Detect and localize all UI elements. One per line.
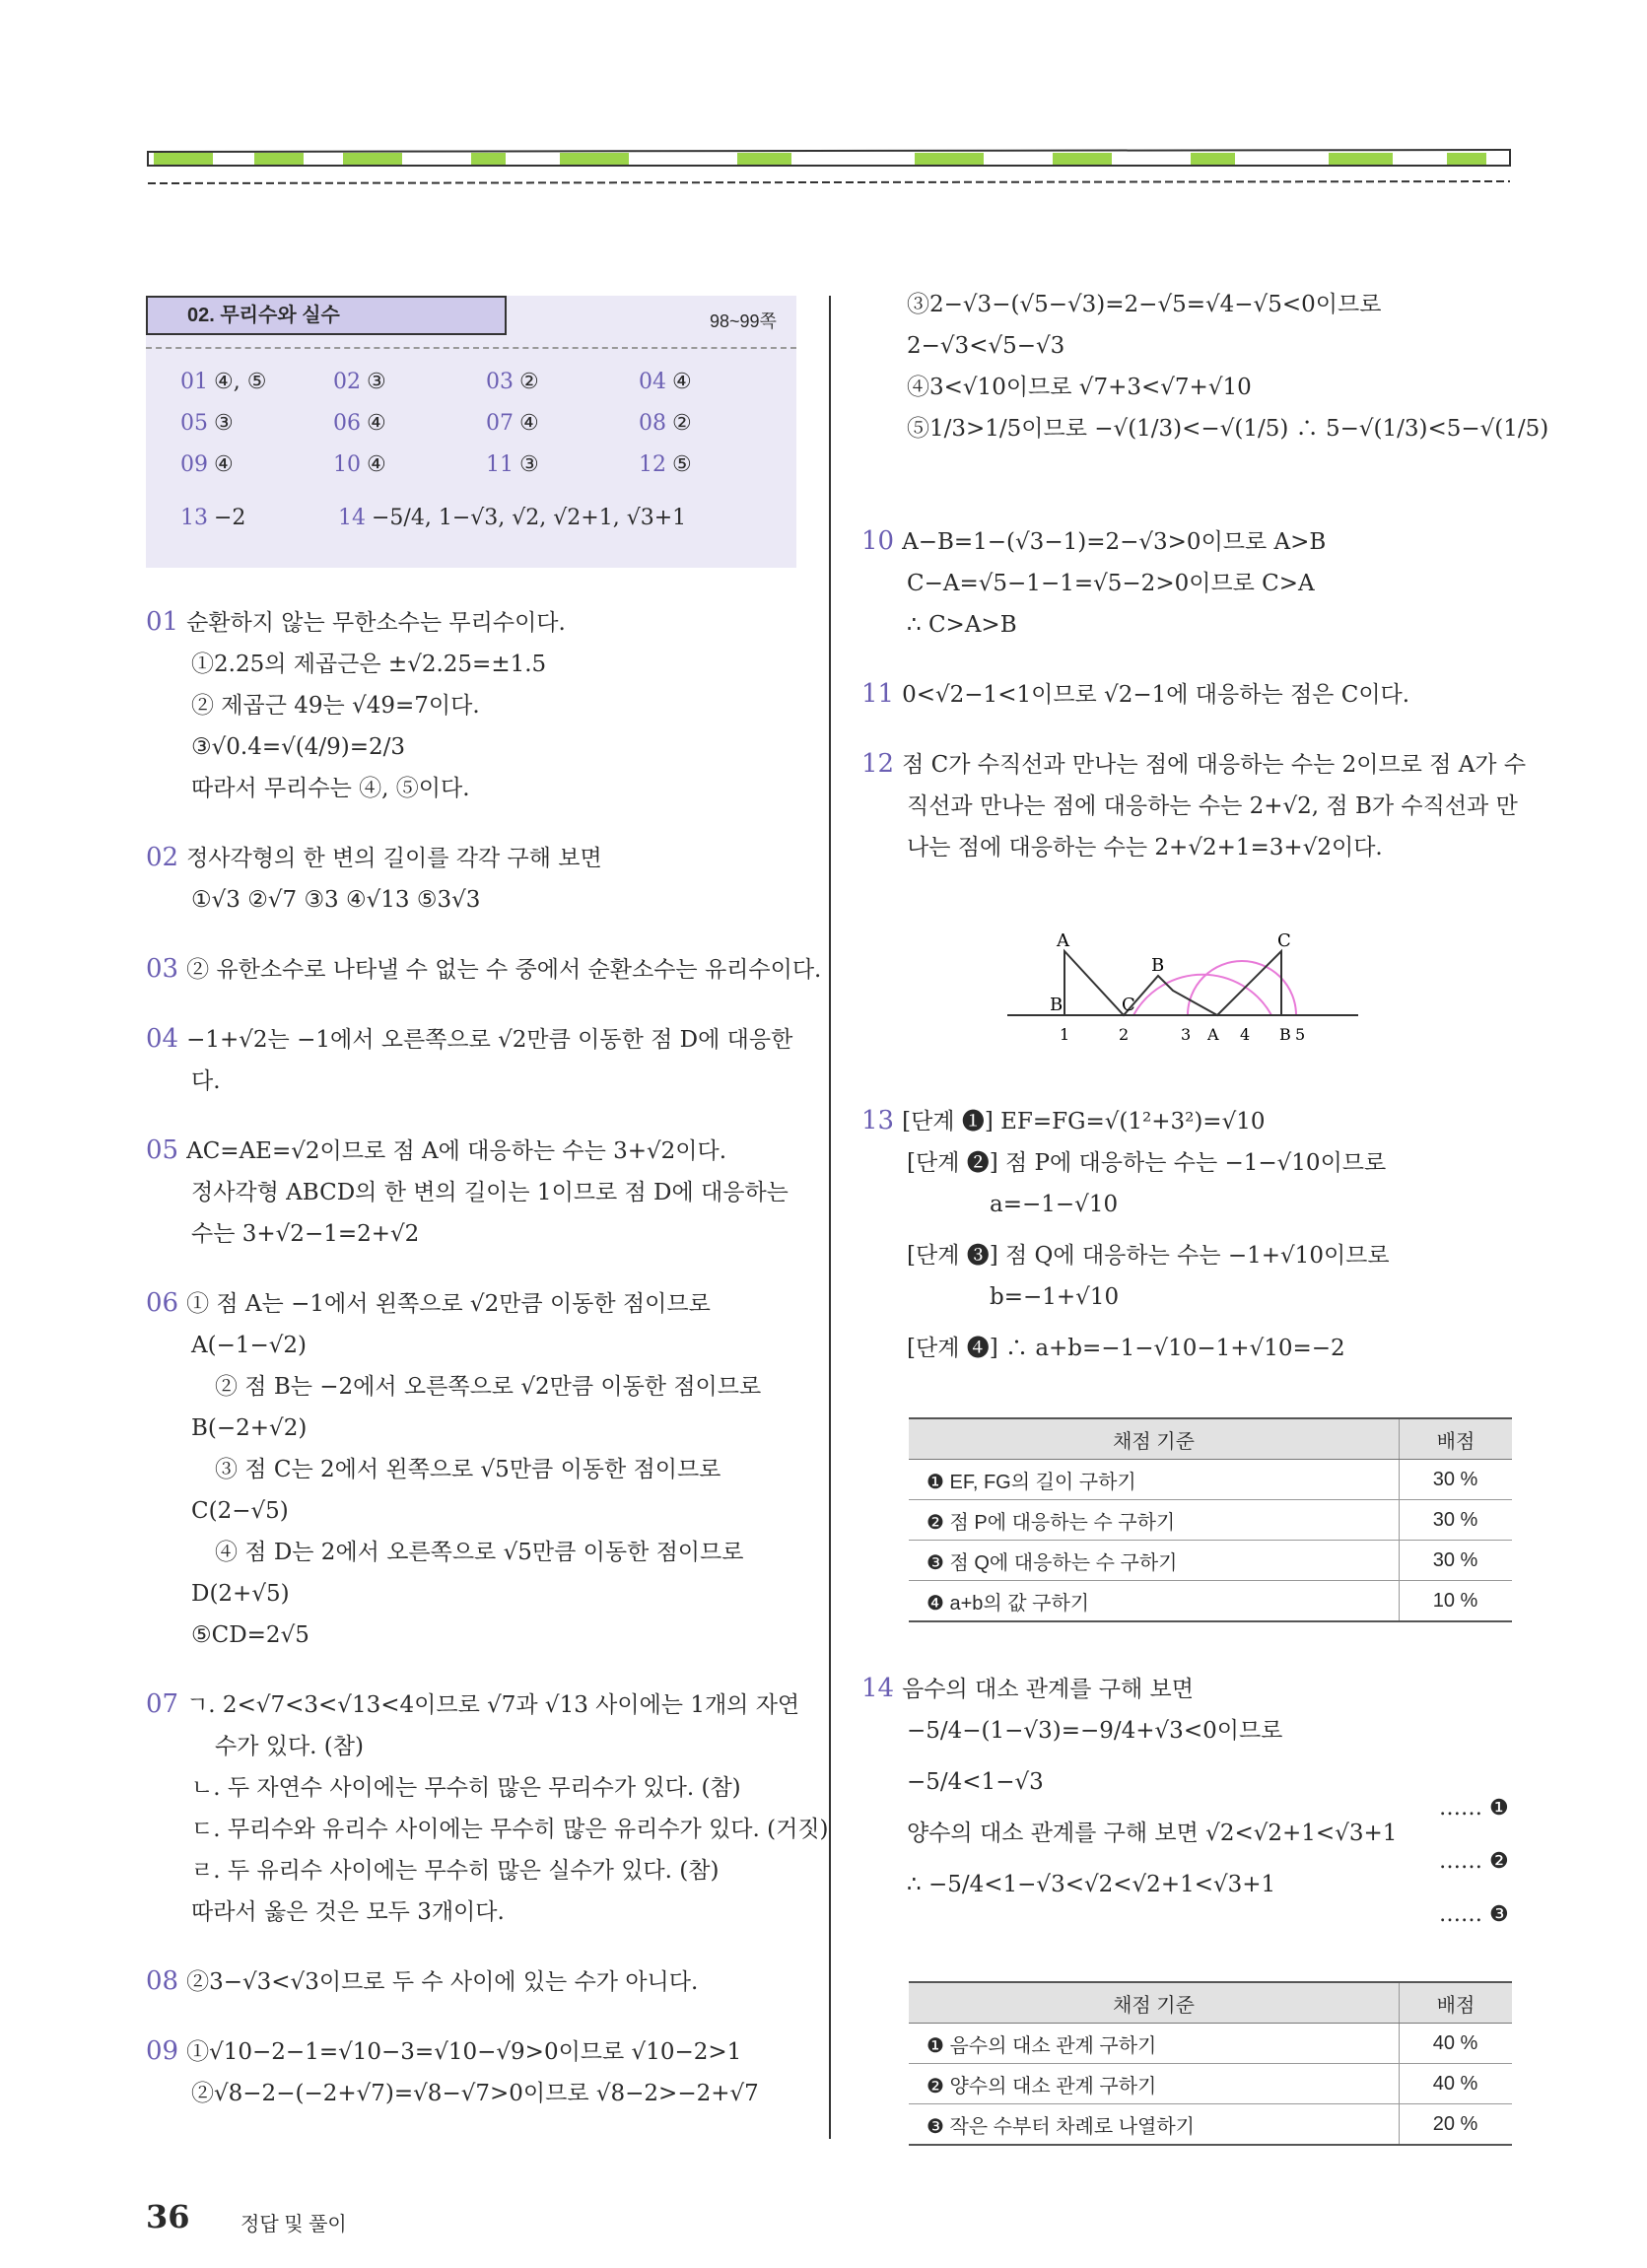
problem-number: 02 <box>146 843 179 872</box>
answer-cell: 12 ⑤ <box>639 451 692 477</box>
solution-line: 09 ①√10−2−1=√10−3=√10−√9>0이므로 √10−2>1 <box>146 2036 742 2066</box>
solution-line: b=−1+√10 <box>990 1284 1120 1310</box>
table-row: ❹ a+b의 값 구하기 10 % <box>909 1581 1512 1622</box>
problem-number: 06 <box>146 1288 179 1318</box>
solution-line: ④3<√10이므로 √7+3<√7+√10 <box>907 375 1252 400</box>
solution-line: 07 ㄱ. 2<√7<3<√13<4이므로 √7과 √13 사이에는 1개의 자연 <box>146 1689 800 1719</box>
solution-08 <box>146 1960 816 2003</box>
solution-11 <box>861 673 1512 716</box>
solution-line: 06 ① 점 A는 −1에서 왼쪽으로 √2만큼 이동한 점이므로 <box>146 1288 711 1318</box>
tick-4: 4 <box>1240 1025 1251 1044</box>
solution-line: ∴ −5/4<1−√3<√2<√2+1<√3+1 <box>907 1872 1276 1897</box>
problem-number: 01 <box>146 607 179 637</box>
marker-2: …… ❷ <box>1439 1849 1509 1874</box>
number-line-diagram <box>1005 917 1360 1045</box>
table-row: ❶ 음수의 대소 관계 구하기 40 % <box>909 2024 1512 2064</box>
problem-number: 12 <box>861 749 895 779</box>
solution-line: ㄴ. 두 자연수 사이에는 무수히 많은 무리수가 있다. (참) <box>191 1775 741 1801</box>
score-table-13 <box>909 1417 1512 1622</box>
problem-number: 13 <box>861 1106 895 1135</box>
answer-cell: 07 ④ <box>486 410 539 436</box>
page-number: 36 <box>146 2198 190 2235</box>
solution-line: ⑤CD=2√5 <box>191 1622 309 1648</box>
solution-line: 따라서 무리수는 ④, ⑤이다. <box>191 776 470 801</box>
label-a: A <box>1057 930 1069 951</box>
tick-b: B <box>1279 1025 1291 1044</box>
solution-line: −5/4<1−√3 <box>907 1769 1044 1795</box>
table-row: ❷ 양수의 대소 관계 구하기 40 % <box>909 2064 1512 2104</box>
solution-05 <box>146 1130 816 1255</box>
table-row: ❶ EF, FG의 길이 구하기 30 % <box>909 1460 1512 1500</box>
problem-number: 11 <box>861 679 895 709</box>
solution-line: 2−√3<√5−√3 <box>907 333 1065 359</box>
right-column-top <box>861 284 1549 449</box>
solution-line: 정사각형 ABCD의 한 변의 길이는 1이므로 점 D에 대응하는 <box>191 1180 789 1205</box>
solution-line: 03 ② 유한소수로 나타낼 수 없는 수 중에서 순환소수는 유리수이다. <box>146 954 822 984</box>
problem-number: 10 <box>861 526 895 556</box>
label-b-left: B <box>1050 995 1064 1015</box>
solution-line: ⑤1/3>1/5이므로 −√(1/3)<−√(1/5) ∴ 5−√(1/3)<5−√(1/5) <box>907 416 1549 442</box>
solution-09 <box>146 2030 816 2114</box>
solution-line: 11 0<√2−1<1이므로 √2−1에 대응하는 점은 C이다. <box>861 679 1410 709</box>
answer-row <box>180 444 791 485</box>
footer-label: 정답 및 풀이 <box>240 2214 347 2235</box>
problem-number: 14 <box>861 1674 895 1703</box>
answer-cell: 06 ④ <box>333 410 386 436</box>
marker-3: …… ❸ <box>1439 1902 1509 1927</box>
right-column-13 <box>861 1100 1512 1397</box>
divider <box>146 347 796 349</box>
tick-3: 3 <box>1181 1025 1192 1044</box>
solution-07 <box>146 1684 829 1933</box>
tick-1: 1 <box>1060 1025 1070 1044</box>
label-b: B <box>1151 955 1165 976</box>
solution-line: 10 A−B=1−(√3−1)=2−√3>0이므로 A>B <box>861 526 1327 556</box>
answer-cell: 08 ② <box>639 410 692 436</box>
solution-line: ㄷ. 무리수와 유리수 사이에는 무수히 많은 유리수가 있다. (거짓) <box>191 1817 829 1842</box>
answer-row <box>180 402 791 444</box>
table-row: ❷ 점 P에 대응하는 수 구하기 30 % <box>909 1500 1512 1541</box>
solution-04 <box>146 1018 816 1102</box>
table-header: 채점 기준 <box>909 1982 1400 2024</box>
answer-cell: 09 ④ <box>180 451 234 477</box>
solution-line: 14 음수의 대소 관계를 구해 보면 <box>861 1674 1194 1703</box>
solution-line: ㄹ. 두 유리수 사이에는 무수히 많은 실수가 있다. (참) <box>191 1858 720 1884</box>
answer-cell: 10 ④ <box>333 451 386 477</box>
column-divider <box>829 296 831 2139</box>
solution-line: [단계 ❷] 점 P에 대응하는 수는 −1−√10이므로 <box>907 1150 1387 1176</box>
solution-line: C−A=√5−1−1=√5−2>0이므로 C>A <box>907 571 1315 596</box>
solution-line: ② 제곱근 49는 √49=7이다. <box>191 693 480 719</box>
solution-line: ∴ C>A>B <box>907 612 1017 638</box>
answer-cell: 01 ④, ⑤ <box>180 369 267 394</box>
solution-03 <box>146 948 822 991</box>
solution-line: B(−2+√2) <box>191 1415 308 1441</box>
answer-row <box>180 497 791 538</box>
solution-line: ③√0.4̇=√(4/9)=2/3 <box>191 734 406 760</box>
answer-cell: 04 ④ <box>639 369 692 394</box>
answer-cell: 02 ③ <box>333 369 386 394</box>
answer-grid <box>180 361 791 538</box>
answer-cell: 14 −5/4, 1−√3, √2, √2+1, √3+1 <box>338 505 687 530</box>
page-range: 98~99쪽 <box>710 311 777 331</box>
answer-cell: 05 ③ <box>180 410 234 436</box>
problem-number: 07 <box>146 1689 179 1719</box>
solution-line: −5/4−(1−√3)=−9/4+√3<0이므로 <box>907 1718 1283 1744</box>
solution-line: 나는 점에 대응하는 수는 2+√2+1=3+√2이다. <box>907 835 1383 860</box>
tick-a: A <box>1207 1025 1219 1044</box>
score-table-14 <box>909 1981 1512 2146</box>
solution-line: ③2−√3−(√5−√3)=2−√5=√4−√5<0이므로 <box>907 292 1382 317</box>
solution-line: [단계 ❹] ∴ a+b=−1−√10−1+√10=−2 <box>907 1336 1345 1361</box>
solution-line: [단계 ❸] 점 Q에 대응하는 수는 −1+√10이므로 <box>907 1243 1390 1269</box>
solution-line: 다. <box>191 1068 221 1094</box>
solution-line: 08 ②3−√3<√3이므로 두 수 사이에 있는 수가 아니다. <box>146 1966 699 1996</box>
tick-5: 5 <box>1295 1025 1306 1044</box>
section-title: 02. 무리수와 실수 <box>146 296 507 335</box>
solution-line: ② 점 B는 −2에서 오른쪽으로 √2만큼 이동한 점이므로 <box>215 1374 762 1400</box>
solution-line: C(2−√5) <box>191 1498 289 1524</box>
solution-line: A(−1−√2) <box>191 1333 308 1358</box>
solution-10 <box>861 520 1512 646</box>
table-row: ❸ 점 Q에 대응하는 수 구하기 30 % <box>909 1541 1512 1581</box>
problem-number: 09 <box>146 2036 179 2066</box>
solution-line: 12 점 C가 수직선과 만나는 점에 대응하는 수는 2이므로 점 A가 수 <box>861 749 1527 779</box>
problem-number: 03 <box>146 954 179 984</box>
solution-line: 따라서 옳은 것은 모두 3개이다. <box>191 1899 505 1925</box>
problem-number: 08 <box>146 1966 179 1996</box>
solution-06 <box>146 1282 816 1656</box>
solution-line: a=−1−√10 <box>990 1192 1119 1217</box>
solution-line: ③ 점 C는 2에서 왼쪽으로 √5만큼 이동한 점이므로 <box>215 1457 721 1482</box>
solution-14 <box>861 1668 1512 1905</box>
label-c-top: C <box>1277 930 1291 951</box>
header-decoration <box>146 146 1512 193</box>
answer-cell: 03 ② <box>486 369 539 394</box>
solution-line: 02 정사각형의 한 변의 길이를 각각 구해 보면 <box>146 843 602 872</box>
tick-2: 2 <box>1119 1025 1130 1044</box>
solution-line: 13 [단계 ❶] EF=FG=√(1²+3²)=√10 <box>861 1106 1266 1135</box>
solution-02 <box>146 837 816 921</box>
solution-line: 05 AC=AE=√2이므로 점 A에 대응하는 수는 3+√2이다. <box>146 1135 727 1165</box>
solution-13 <box>861 1100 1512 1369</box>
problem-number: 05 <box>146 1135 179 1165</box>
solution-line: ①2.25의 제곱근은 ±√2.25=±1.5 <box>191 652 547 677</box>
answer-cell: 13 −2 <box>180 505 246 530</box>
marker-1: …… ❶ <box>1439 1796 1509 1821</box>
problem-number: 04 <box>146 1024 179 1054</box>
solution-line: ②√8−2−(−2+√7)=√8−√7>0이므로 √8−2>−2+√7 <box>191 2081 759 2106</box>
table-header: 배점 <box>1400 1418 1513 1460</box>
answer-cell: 11 ③ <box>486 451 539 477</box>
right-column-14 <box>861 1668 1512 1933</box>
table-header: 채점 기준 <box>909 1418 1400 1460</box>
solution-line: 직선과 만나는 점에 대응하는 수는 2+√2, 점 B가 수직선과 만 <box>907 793 1518 819</box>
solution-line: 양수의 대소 관계를 구해 보면 √2<√2+1<√3+1 <box>907 1821 1398 1846</box>
solution-line: ④ 점 D는 2에서 오른쪽으로 √5만큼 이동한 점이므로 <box>215 1540 744 1565</box>
solution-line: 수가 있다. (참) <box>215 1734 364 1759</box>
table-header: 배점 <box>1400 1982 1513 2024</box>
solution-12 <box>861 743 1527 868</box>
table-row: ❸ 작은 수부터 차례로 나열하기 20 % <box>909 2104 1512 2146</box>
solution-line: 04 −1+√2는 −1에서 오른쪽으로 √2만큼 이동한 점 D에 대응한 <box>146 1024 793 1054</box>
answer-row <box>180 361 791 402</box>
label-c: C <box>1122 995 1135 1015</box>
solution-line: D(2+√5) <box>191 1581 290 1607</box>
solution-01 <box>146 601 816 809</box>
solution-line: 수는 3+√2−1=2+√2 <box>191 1221 420 1247</box>
solution-line: 01 순환하지 않는 무한소수는 무리수이다. <box>146 607 566 637</box>
solution-line: ①√3 ②√7 ③3 ④√13 ⑤3√3 <box>191 887 481 913</box>
left-column <box>146 601 829 2142</box>
